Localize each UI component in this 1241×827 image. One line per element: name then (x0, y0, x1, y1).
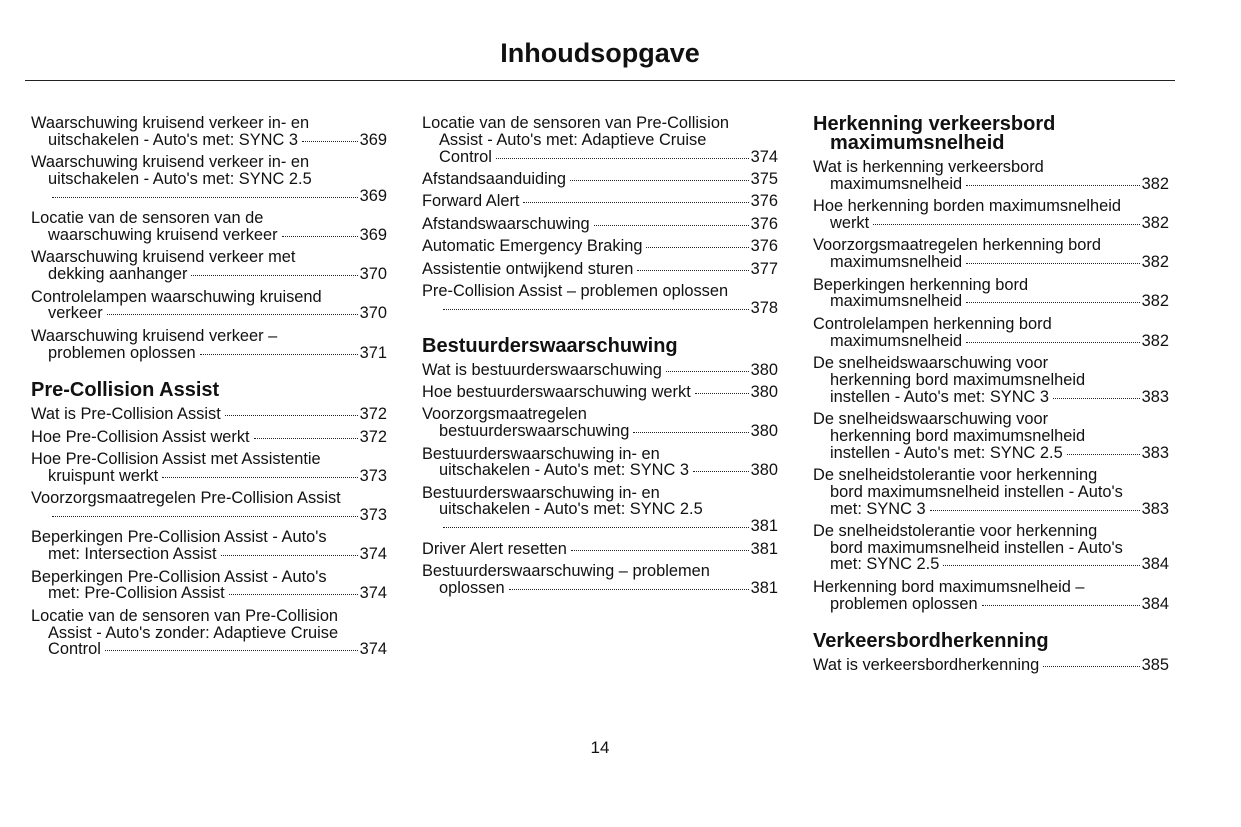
toc-entry-text: Assist - Auto's zonder: Adaptieve Cruise (48, 623, 339, 642)
leader-dots (966, 263, 1140, 264)
leader-dots (162, 477, 357, 478)
page-title: Inhoudsopgave (500, 38, 700, 68)
toc-entry[interactable] (422, 115, 778, 165)
toc-entry-last-line (422, 423, 778, 440)
toc-page-number[interactable]: 369 (359, 225, 387, 244)
toc-entry[interactable] (422, 216, 778, 233)
toc-entry-text: uitschakelen - Auto's met: SYNC 2.5 (439, 500, 703, 519)
leader-dots (966, 302, 1140, 303)
toc-entry-text: bord maximumsnelheid instellen - Auto's (830, 482, 1123, 501)
toc-entry-text: Pre-Collision Assist – problemen oplossen (422, 281, 729, 300)
leader-dots (1043, 666, 1139, 667)
toc-entry-text: Assist - Auto's met: Adaptieve Cruise (439, 130, 707, 149)
toc-entry-last-line (813, 657, 1169, 674)
toc-entry[interactable] (422, 446, 778, 480)
toc-entry-text: Waarschuwing kruisend verkeer in- en (31, 114, 310, 132)
toc-page-number[interactable]: 369 (359, 186, 387, 205)
leader-dots (695, 393, 749, 394)
toc-entry-last-line (422, 216, 778, 233)
toc-page-number[interactable]: 373 (359, 466, 387, 485)
toc-entry-text: Waarschuwing kruisend verkeer – (31, 326, 278, 345)
toc-entry[interactable] (31, 328, 387, 362)
toc-page-number[interactable]: 374 (750, 147, 778, 166)
leader-dots (282, 236, 358, 237)
toc-entry-text: Waarschuwing kruisend verkeer met (31, 248, 296, 267)
toc-page-number[interactable]: 378 (750, 298, 778, 317)
leader-dots (496, 158, 749, 159)
toc-entry-text: Locatie van de sensoren van de (31, 209, 264, 228)
section-heading (813, 632, 1169, 651)
toc-entry-last-line (813, 176, 1169, 193)
leader-dots (302, 141, 358, 142)
toc-entry[interactable] (422, 541, 778, 558)
leader-dots (666, 371, 749, 372)
toc-entry[interactable] (422, 171, 778, 188)
toc-entry-text: herkenning bord maximumsnelheid (830, 370, 1086, 389)
toc-entry-text: Forward Alert (422, 192, 520, 211)
toc-entry-text: Driver Alert resetten (422, 539, 567, 558)
toc-entry[interactable] (813, 411, 1169, 461)
leader-dots (570, 180, 749, 181)
toc-page-number[interactable]: 384 (1141, 594, 1169, 613)
toc-entry-text: Beperkingen Pre-Collision Assist - Auto's (31, 567, 327, 586)
toc-entry-text: problemen oplossen (48, 343, 196, 362)
toc-page-number[interactable]: 374 (359, 584, 387, 603)
toc-entry[interactable] (31, 490, 387, 524)
toc-entry-text: Automatic Emergency Braking (422, 237, 643, 256)
toc-entry-last-line (422, 384, 778, 401)
toc-page-number[interactable]: 380 (750, 382, 778, 401)
toc-page-number[interactable]: 380 (750, 461, 778, 480)
toc-entry-text: De snelheidswaarschuwing voor (813, 353, 1049, 372)
section-heading (813, 115, 1169, 153)
toc-entry-last-line (422, 300, 778, 317)
toc-entry[interactable] (31, 210, 387, 244)
toc-entry-last-line (813, 501, 1169, 518)
toc-page-number[interactable]: 380 (750, 360, 778, 379)
toc-entry-last-line (422, 238, 778, 255)
toc-page-number[interactable]: 381 (750, 578, 778, 597)
toc-entry-text: Control (48, 640, 101, 659)
toc-page-number[interactable]: 385 (1141, 656, 1169, 675)
toc-entry-text: Beperkingen herkenning bord (813, 275, 1029, 294)
toc-entry-last-line (813, 333, 1169, 350)
toc-entry-text: Locatie van de sensoren van Pre-Collision (31, 606, 339, 625)
toc-entry-last-line (31, 641, 387, 658)
toc-entry[interactable] (31, 529, 387, 563)
leader-dots (637, 270, 748, 271)
leader-dots (982, 605, 1140, 606)
leader-dots (646, 247, 748, 248)
toc-entry[interactable] (31, 115, 387, 149)
toc-entry-text: oplossen (439, 578, 505, 597)
leader-dots (1053, 398, 1140, 399)
leader-dots (229, 594, 358, 595)
toc-entry-last-line (422, 362, 778, 379)
toc-entry-last-line (813, 293, 1169, 310)
toc-entry-text: Voorzorgsmaatregelen (422, 405, 587, 424)
toc-page-number[interactable]: 383 (1141, 443, 1169, 462)
toc-entry-text: dekking aanhanger (48, 265, 188, 284)
toc-page-number[interactable]: 377 (750, 259, 778, 278)
toc-entry-text: De snelheidstolerantie voor herkenning (813, 465, 1098, 484)
toc-page-number[interactable]: 376 (750, 192, 778, 211)
leader-dots (594, 225, 749, 226)
toc-page-number[interactable]: 382 (1141, 292, 1169, 311)
leader-dots (873, 224, 1139, 225)
toc-entry-text: instellen - Auto's met: SYNC 3 (830, 387, 1050, 406)
section-heading-line: Verkeersbordherkenning (813, 630, 1049, 653)
toc-entry-text: met: Pre-Collision Assist (48, 584, 225, 603)
toc-page-number[interactable]: 381 (750, 539, 778, 558)
toc-entry-text: waarschuwing kruisend verkeer (48, 225, 278, 244)
toc-entry-text: Controlelampen herkenning bord (813, 314, 1052, 333)
toc-entry[interactable] (813, 579, 1169, 613)
section-heading (31, 381, 387, 400)
toc-entry-text: werkt (830, 213, 870, 232)
toc-page-number[interactable]: 380 (750, 422, 778, 441)
toc-entry-text: herkenning bord maximumsnelheid (830, 426, 1086, 445)
toc-page-number[interactable]: 382 (1141, 213, 1169, 232)
leader-dots (443, 527, 749, 528)
toc-entry-text: Waarschuwing kruisend verkeer in- en (31, 153, 310, 172)
toc-entry-text: uitschakelen - Auto's met: SYNC 3 (439, 461, 690, 480)
toc-entry-text: bord maximumsnelheid instellen - Auto's (830, 538, 1123, 557)
toc-entry-text: Wat is bestuurderswaarschuwing (422, 360, 662, 379)
toc-column-1 (31, 115, 387, 664)
toc-entry-text: Herkenning bord maximumsnelheid – (813, 577, 1085, 596)
toc-entry[interactable] (813, 355, 1169, 405)
leader-dots (943, 565, 1139, 566)
leader-dots (254, 438, 358, 439)
toc-page-number[interactable]: 370 (359, 265, 387, 284)
toc-entry-last-line (31, 132, 387, 149)
toc-entry-text: Controlelampen waarschuwing kruisend (31, 287, 322, 306)
leader-dots (221, 555, 358, 556)
toc-entry-text: Hoe herkenning borden maximumsnelheid (813, 197, 1121, 216)
toc-entry-text: maximumsnelheid (830, 331, 963, 350)
toc-entry[interactable] (422, 485, 778, 535)
toc-entry[interactable] (422, 384, 778, 401)
toc-entry-text: bestuurderswaarschuwing (439, 422, 630, 441)
toc-entry-text: maximumsnelheid (830, 174, 963, 193)
toc-entry-last-line (813, 254, 1169, 271)
toc-entry[interactable] (31, 249, 387, 283)
toc-entry[interactable] (31, 289, 387, 323)
leader-dots (225, 415, 358, 416)
toc-entry-text: Wat is verkeersbordherkenning (813, 656, 1040, 675)
toc-page-number[interactable]: 375 (750, 169, 778, 188)
leader-dots (107, 314, 358, 315)
toc-entry-text: De snelheidstolerantie voor herkenning (813, 521, 1098, 540)
toc-entry[interactable] (813, 237, 1169, 271)
toc-page-number[interactable]: 371 (359, 343, 387, 362)
toc-entry-last-line (422, 193, 778, 210)
section-heading-line: Bestuurderswaarschuwing (422, 334, 678, 357)
toc-entry-text: Locatie van de sensoren van Pre-Collision (422, 114, 730, 132)
section-heading-line: maximumsnelheid (830, 132, 1005, 154)
toc-page-number[interactable]: 382 (1141, 253, 1169, 272)
toc-entry-text: Voorzorgsmaatregelen Pre-Collision Assist (31, 489, 341, 508)
leader-dots (930, 510, 1140, 511)
leader-dots (966, 185, 1140, 186)
toc-entry[interactable] (422, 193, 778, 210)
leader-dots (693, 471, 749, 472)
toc-entry-text: verkeer (48, 304, 103, 323)
toc-entry-text: Assistentie ontwijkend sturen (422, 259, 634, 278)
toc-page-number[interactable]: 382 (1141, 331, 1169, 350)
toc-entry-last-line (31, 406, 387, 423)
leader-dots (509, 589, 749, 590)
toc-page-number[interactable]: 373 (359, 506, 387, 525)
toc-entry[interactable] (422, 362, 778, 379)
toc-entry-last-line (422, 580, 778, 597)
toc-entry-last-line (31, 227, 387, 244)
toc-entry-last-line (31, 305, 387, 322)
toc-page-number[interactable]: 369 (359, 130, 387, 149)
toc-entry[interactable] (813, 198, 1169, 232)
toc-entry-text: Hoe Pre-Collision Assist met Assistentie (31, 450, 321, 469)
toc-entry-last-line (813, 556, 1169, 573)
leader-dots (523, 202, 748, 203)
toc-page-number[interactable]: 384 (1141, 555, 1169, 574)
page-number: 14 (590, 738, 610, 757)
toc-entry-text: Bestuurderswaarschuwing – problemen (422, 562, 710, 581)
toc-entry-text: instellen - Auto's met: SYNC 2.5 (830, 443, 1063, 462)
toc-entry-last-line (813, 215, 1169, 232)
toc-entry-last-line (31, 546, 387, 563)
toc-entry-text: uitschakelen - Auto's met: SYNC 2.5 (48, 169, 312, 188)
toc-entry[interactable] (813, 159, 1169, 193)
toc-entry-text: Wat is Pre-Collision Assist (31, 405, 221, 424)
toc-entry-last-line (422, 171, 778, 188)
toc-entry[interactable] (813, 523, 1169, 573)
toc-page-number[interactable]: 383 (1141, 387, 1169, 406)
toc-column-3 (813, 115, 1169, 680)
toc-entry-last-line (422, 149, 778, 166)
toc-entry-text: Bestuurderswaarschuwing in- en (422, 483, 660, 502)
toc-entry[interactable] (31, 569, 387, 603)
toc-entry-text: Afstandsaanduiding (422, 169, 566, 188)
toc-entry-last-line (422, 261, 778, 278)
toc-page-number[interactable]: 376 (750, 214, 778, 233)
toc-entry-last-line (31, 468, 387, 485)
toc-entry[interactable] (813, 316, 1169, 350)
toc-entry-last-line (31, 429, 387, 446)
toc-page-number[interactable]: 376 (750, 237, 778, 256)
toc-entry-text: problemen oplossen (830, 594, 978, 613)
toc-entry-last-line (31, 266, 387, 283)
toc-page-number[interactable]: 383 (1141, 499, 1169, 518)
toc-entry-last-line (813, 445, 1169, 462)
section-heading (422, 334, 778, 357)
toc-entry-last-line (31, 188, 387, 205)
toc-entry-last-line (422, 518, 778, 535)
toc-entry-text: maximumsnelheid (830, 292, 963, 311)
toc-entry[interactable] (422, 283, 778, 317)
toc-entry[interactable] (422, 261, 778, 278)
toc-page-number[interactable]: 381 (750, 517, 778, 536)
toc-entry-last-line (422, 541, 778, 558)
toc-entry-text: met: Intersection Assist (48, 545, 217, 564)
toc-entry-text: Hoe bestuurderswaarschuwing werkt (422, 382, 691, 401)
toc-page-number[interactable]: 374 (359, 545, 387, 564)
toc-entry[interactable] (31, 429, 387, 446)
leader-dots (200, 354, 358, 355)
toc-entry-text: uitschakelen - Auto's met: SYNC 3 (48, 130, 299, 149)
toc-entry-text: met: SYNC 3 (830, 499, 926, 518)
leader-dots (443, 309, 749, 310)
leader-dots (105, 650, 358, 651)
toc-entry[interactable] (813, 467, 1169, 517)
toc-entry[interactable] (31, 451, 387, 485)
toc-page-number[interactable]: 372 (359, 405, 387, 424)
toc-entry-text: met: SYNC 2.5 (830, 555, 940, 574)
toc-entry-text: Control (439, 147, 492, 166)
toc-entry-last-line (31, 345, 387, 362)
title-divider (25, 80, 1175, 81)
toc-page-number[interactable]: 382 (1141, 174, 1169, 193)
section-heading-line: Herkenning verkeersbord (813, 113, 1056, 135)
toc-entry-text: Afstandswaarschuwing (422, 214, 590, 233)
leader-dots (966, 342, 1140, 343)
toc-entry[interactable] (422, 238, 778, 255)
leader-dots (52, 516, 358, 517)
toc-entry[interactable] (31, 154, 387, 204)
toc-entry-last-line (31, 585, 387, 602)
toc-entry-last-line (31, 507, 387, 524)
toc-entry[interactable] (813, 277, 1169, 311)
toc-entry-text: Voorzorgsmaatregelen herkenning bord (813, 236, 1101, 255)
toc-entry-text: Hoe Pre-Collision Assist werkt (31, 427, 250, 446)
leader-dots (191, 275, 357, 276)
toc-entry-text: kruispunt werkt (48, 466, 159, 485)
toc-column-2 (422, 115, 778, 602)
toc-page-number[interactable]: 370 (359, 304, 387, 323)
leader-dots (633, 432, 748, 433)
section-heading-line: Pre-Collision Assist (31, 379, 220, 402)
toc-entry[interactable] (31, 608, 387, 658)
toc-entry-text: Wat is herkenning verkeersbord (813, 158, 1044, 176)
toc-entry[interactable] (422, 563, 778, 597)
toc-entry[interactable] (31, 406, 387, 423)
leader-dots (52, 197, 358, 198)
toc-entry-last-line (813, 596, 1169, 613)
leader-dots (571, 550, 749, 551)
toc-entry-text: De snelheidswaarschuwing voor (813, 409, 1049, 428)
toc-entry[interactable] (422, 406, 778, 440)
leader-dots (1067, 454, 1140, 455)
toc-entry-text: Bestuurderswaarschuwing in- en (422, 444, 660, 463)
toc-page-number[interactable]: 372 (359, 427, 387, 446)
toc-entry-text: Beperkingen Pre-Collision Assist - Auto's (31, 528, 327, 547)
toc-entry-last-line (813, 389, 1169, 406)
toc-entry-last-line (422, 462, 778, 479)
toc-page-number[interactable]: 374 (359, 640, 387, 659)
toc-entry-text: maximumsnelheid (830, 253, 963, 272)
toc-entry[interactable] (813, 657, 1169, 674)
